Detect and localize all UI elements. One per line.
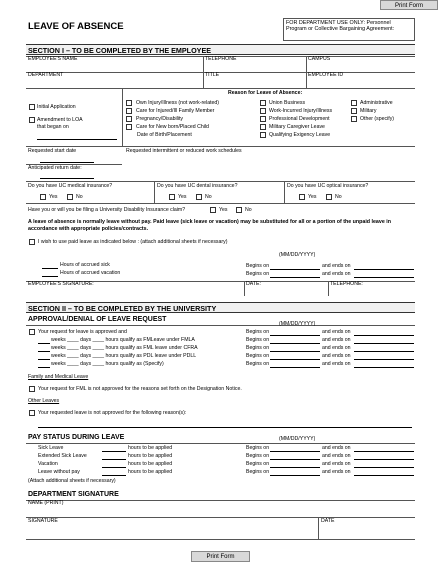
reason-label: Other (specify) bbox=[360, 116, 395, 122]
insurance-no-checkbox[interactable] bbox=[326, 194, 332, 200]
hours-applied-label: hours to be applied bbox=[128, 453, 173, 459]
ends-blank[interactable] bbox=[354, 351, 414, 352]
accrued-sick-label: Hours of accrued sick bbox=[60, 262, 110, 268]
insurance-yes-label: Yes bbox=[308, 194, 317, 200]
ends-on: and ends on bbox=[322, 453, 351, 459]
insurance-yes-checkbox[interactable] bbox=[169, 194, 175, 200]
insurance-no-label: No bbox=[205, 194, 212, 200]
requested-intermittent-label: Requested intermittent or reduced work schedules bbox=[126, 148, 242, 154]
section-one-header bbox=[26, 44, 415, 55]
qualify-label: weeks ____ days ____ hours qualify as PDL leave under PDLL bbox=[51, 353, 197, 359]
ends-blank[interactable] bbox=[354, 459, 414, 460]
print-form-button-top[interactable]: Print Form bbox=[380, 0, 438, 10]
hours-applied-label: hours to be applied bbox=[128, 445, 173, 451]
other-not-approved-label: Your requested leave is not approved for the following reason(s): bbox=[38, 410, 187, 416]
requested-start-label: Requested start date bbox=[28, 148, 77, 154]
begins-blank[interactable] bbox=[270, 351, 320, 352]
reason-label: Pregnancy/Disability bbox=[136, 116, 183, 122]
employee-telephone-label: TELEPHONE: bbox=[330, 281, 363, 287]
reason-label: Military Caregiver Leave bbox=[269, 124, 325, 130]
begins-blank[interactable] bbox=[270, 359, 320, 360]
begins-on: Begins on bbox=[246, 445, 270, 451]
ends-on: and ends on bbox=[322, 345, 351, 351]
initial-application-label: Initial Application bbox=[37, 104, 76, 110]
section-one-title: SECTION I – TO BE COMPLETED BY THE EMPLOYEE bbox=[28, 46, 212, 55]
section-two-header bbox=[26, 302, 415, 313]
ends-blank[interactable] bbox=[354, 475, 414, 476]
date-format-hint-1: (MM/DD/YYYY) bbox=[279, 252, 316, 258]
approved-checkbox[interactable] bbox=[29, 329, 35, 335]
reason-label: Military bbox=[360, 108, 377, 114]
accrued-vacation-label: Hours of accrued vacation bbox=[60, 270, 121, 276]
paid-leave-checkbox[interactable] bbox=[29, 239, 35, 245]
date-format-hint-3: (MM/DD/YYYY) bbox=[279, 436, 316, 442]
pay-row-label: Leave without pay bbox=[38, 469, 80, 475]
approved-label: Your request for leave is approved and bbox=[38, 329, 127, 335]
employee-id-label: EMPLOYEE ID bbox=[308, 72, 344, 78]
insurance-yes-checkbox[interactable] bbox=[40, 194, 46, 200]
date-label: DATE bbox=[321, 518, 335, 524]
department-signature-header: DEPARTMENT SIGNATURE bbox=[28, 491, 119, 498]
reason-checkbox[interactable] bbox=[260, 132, 266, 138]
ends-on-1: and ends on bbox=[322, 263, 351, 269]
print-form-button-bottom[interactable]: Print Form bbox=[191, 551, 250, 562]
signature-label: SIGNATURE bbox=[28, 518, 58, 524]
pay-row-label: Sick Leave bbox=[38, 445, 64, 451]
pay-row-label: Extended Sick Leave bbox=[38, 453, 87, 459]
begins-blank[interactable] bbox=[270, 467, 320, 468]
anticipated-return-label: Anticipated return date: bbox=[28, 165, 82, 171]
begins-blank[interactable] bbox=[270, 459, 320, 460]
ends-on: and ends on bbox=[322, 461, 351, 467]
employee-signature-label: EMPLOYEE'S SIGNATURE: bbox=[28, 281, 94, 287]
reason-checkbox[interactable] bbox=[351, 116, 357, 122]
date-format-hint-2: (MM/DD/YYYY) bbox=[279, 321, 316, 327]
reason-label: Union Business bbox=[269, 100, 306, 106]
telephone-label: TELEPHONE bbox=[205, 56, 237, 62]
ends-blank[interactable] bbox=[354, 451, 414, 452]
weeks-blank[interactable] bbox=[38, 367, 50, 368]
reason-header: Reason for Leave of Absence: bbox=[228, 90, 303, 96]
begins-on-2: Begins on bbox=[246, 271, 270, 277]
insurance-question: Do you have UC medical insurance? bbox=[28, 183, 113, 189]
reason-checkbox[interactable] bbox=[260, 116, 266, 122]
ends-on: and ends on bbox=[322, 337, 351, 343]
ends-on: and ends on bbox=[322, 329, 351, 335]
hours-blank[interactable] bbox=[102, 475, 126, 476]
ends-on: and ends on bbox=[322, 469, 351, 475]
disability-claim-question: Have you or will you be filing a University Disability Insurance claim? bbox=[28, 207, 186, 213]
insurance-no-checkbox[interactable] bbox=[67, 194, 73, 200]
amendment-checkbox[interactable] bbox=[29, 117, 35, 123]
employee-date-label: DATE: bbox=[246, 281, 261, 287]
reason-label: Care for New born/Placed Child bbox=[136, 124, 209, 130]
reason-label: Care for Injured/Ill Family Member bbox=[136, 108, 215, 114]
department-label: DEPARTMENT bbox=[28, 72, 64, 78]
reason-label: Qualifying Exigency Leave bbox=[269, 132, 331, 138]
begins-on: Begins on bbox=[246, 329, 270, 335]
begins-on: Begins on bbox=[246, 453, 270, 459]
weeks-blank[interactable] bbox=[38, 351, 50, 352]
reason-label: Administrative bbox=[360, 100, 393, 106]
employee-name-label: EMPLOYEE'S NAME bbox=[28, 56, 78, 62]
hours-applied-label: hours to be applied bbox=[128, 469, 173, 475]
initial-application-checkbox[interactable] bbox=[29, 104, 35, 110]
ends-blank[interactable] bbox=[354, 343, 414, 344]
campus-label: CAMPUS bbox=[308, 56, 331, 62]
ends-blank[interactable] bbox=[354, 335, 414, 336]
reason-checkbox[interactable] bbox=[126, 116, 132, 122]
insurance-yes-label: Yes bbox=[49, 194, 58, 200]
began-on-label: that began on bbox=[37, 124, 69, 130]
ends-on: and ends on bbox=[322, 361, 351, 367]
other-not-approved-checkbox[interactable] bbox=[29, 410, 35, 416]
hours-blank[interactable] bbox=[102, 467, 126, 468]
ends-on: and ends on bbox=[322, 353, 351, 359]
insurance-question: Do you have UC dental insurance? bbox=[157, 183, 238, 189]
ends-on: and ends on bbox=[322, 445, 351, 451]
reason-checkbox[interactable] bbox=[260, 124, 266, 130]
reason-checkbox[interactable] bbox=[351, 108, 357, 114]
hours-blank[interactable] bbox=[102, 451, 126, 452]
insurance-question: Do you have UC optical insurance? bbox=[287, 183, 369, 189]
begins-on-1: Begins on bbox=[246, 263, 270, 269]
fml-not-approved-checkbox[interactable] bbox=[29, 386, 35, 392]
begins-on: Begins on bbox=[246, 461, 270, 467]
begins-on: Begins on bbox=[246, 361, 270, 367]
ends-blank[interactable] bbox=[354, 359, 414, 360]
reason-checkbox[interactable] bbox=[351, 100, 357, 106]
title-label: TITLE bbox=[205, 72, 220, 78]
insurance-no-checkbox[interactable] bbox=[196, 194, 202, 200]
section-two-title: SECTION II – TO BE COMPLETED BY THE UNIVERSITY bbox=[28, 304, 217, 313]
pay-status-header: PAY STATUS DURING LEAVE bbox=[28, 434, 125, 441]
leave-note: A leave of absence is normally leave without pay. Paid leave (sick leave or vacation) may be substituted for all or a portion of the unpaid leave in accordance with appropriate policies/contracts. bbox=[28, 219, 391, 232]
reason-label: Own Injury/Illness (not work-related) bbox=[136, 100, 220, 106]
weeks-blank[interactable] bbox=[38, 359, 50, 360]
pay-row-label: Vacation bbox=[38, 461, 58, 467]
weeks-blank[interactable] bbox=[38, 343, 50, 344]
begins-on: Begins on bbox=[246, 345, 270, 351]
paid-leave-label: I wish to use paid leave as indicated below : (attach additional sheets if necessary) bbox=[38, 239, 228, 245]
insurance-yes-checkbox[interactable] bbox=[299, 194, 305, 200]
begins-blank[interactable] bbox=[270, 475, 320, 476]
begins-blank[interactable] bbox=[270, 367, 320, 368]
hours-blank[interactable] bbox=[102, 459, 126, 460]
ends-on-2: and ends on bbox=[322, 271, 351, 277]
disability-yes-checkbox[interactable] bbox=[210, 207, 216, 213]
begins-blank[interactable] bbox=[270, 451, 320, 452]
approval-header: APPROVAL/DENIAL OF LEAVE REQUEST bbox=[28, 316, 167, 323]
qualify-label: weeks ____ days ____ hours qualify as FML leave under CFRA bbox=[51, 345, 198, 351]
begins-blank[interactable] bbox=[270, 343, 320, 344]
reason-checkbox[interactable] bbox=[126, 100, 132, 106]
begins-on: Begins on bbox=[246, 353, 270, 359]
ends-blank[interactable] bbox=[354, 367, 414, 368]
disability-no-checkbox[interactable] bbox=[236, 207, 242, 213]
reason-checkbox[interactable] bbox=[126, 108, 132, 114]
reason-checkbox[interactable] bbox=[260, 108, 266, 114]
reason-label: Work-Incurred Injury/Illness bbox=[269, 108, 333, 114]
reason-checkbox[interactable] bbox=[126, 124, 132, 130]
disability-no-label: No bbox=[245, 207, 252, 213]
insurance-yes-label: Yes bbox=[178, 194, 187, 200]
reason-label: Professional Development bbox=[269, 116, 330, 122]
qualify-label: weeks ____ days ____ hours qualify as FMLeave under FMLA bbox=[51, 337, 195, 343]
insurance-no-label: No bbox=[335, 194, 342, 200]
hours-applied-label: hours to be applied bbox=[128, 461, 173, 467]
other-leaves-header: Other Leaves bbox=[28, 398, 60, 404]
begins-on: Begins on bbox=[246, 337, 270, 343]
page-title: LEAVE OF ABSENCE bbox=[28, 21, 124, 32]
qualify-label: weeks ____ days ____ hours qualify as (Specify) bbox=[51, 361, 164, 367]
fml-header: Family and Medical Leave bbox=[28, 374, 89, 380]
begins-blank[interactable] bbox=[270, 335, 320, 336]
insurance-no-label: No bbox=[76, 194, 83, 200]
begins-on: Begins on bbox=[246, 469, 270, 475]
amendment-label: Amendment to LOA bbox=[37, 117, 83, 123]
name-print-label: NAME (PRINT) bbox=[28, 500, 64, 506]
reason-checkbox[interactable] bbox=[260, 100, 266, 106]
ends-blank[interactable] bbox=[354, 467, 414, 468]
attach-note: (Attach additional sheets if necessary) bbox=[28, 478, 116, 484]
fml-not-approved-label: Your request for FML is not approved for the reasons set forth on the Designation Notice. bbox=[38, 386, 242, 392]
reason-label: Date of Birth/Placement bbox=[137, 132, 192, 138]
disability-yes-label: Yes bbox=[219, 207, 228, 213]
department-use-label: FOR DEPARTMENT USE ONLY: Personnel Program or Collective Bargaining Agreement: bbox=[286, 20, 395, 33]
